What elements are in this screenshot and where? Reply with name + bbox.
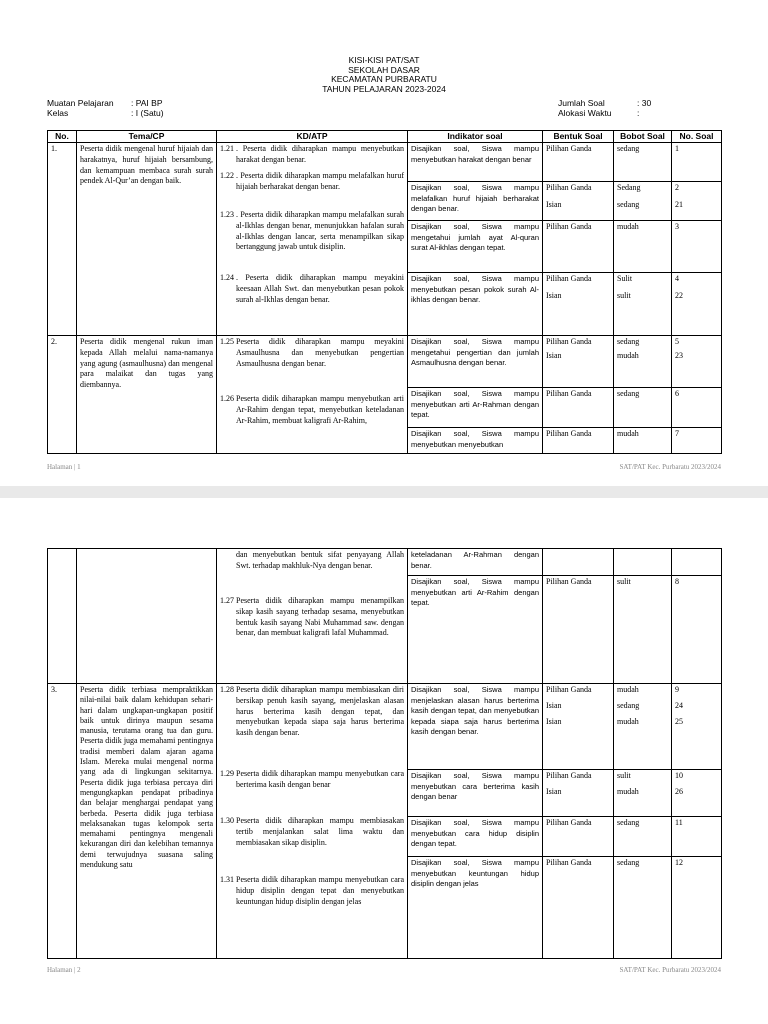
indikator-cell: Disajikan soal, Siswa mampu menyebutkan menyebutkan xyxy=(408,428,543,454)
nosoal-cell xyxy=(672,336,722,388)
kd-text: Peserta didik diharapkan mampu menyebutkan cara hidup disiplin dengan tepat dan menyebutkan keuntungan hidup disiplin dengan jelas xyxy=(236,875,404,906)
class-value: : I (Satu) xyxy=(131,108,164,118)
bobot-cell xyxy=(614,182,672,221)
bobot-cell xyxy=(614,857,672,959)
bobot-value: sedang xyxy=(617,389,640,398)
table-row xyxy=(48,336,722,388)
bentuk-cell xyxy=(543,817,614,857)
bobot-value: mudah xyxy=(617,685,639,694)
table-header-row xyxy=(48,131,722,143)
bobot-cell xyxy=(614,336,672,388)
nosoal-cell xyxy=(672,273,722,336)
kd-text: dan menyebutkan bentuk sifat penyayang Allah Swt. terhadap makhluk-Nya dengan benar. xyxy=(236,550,404,570)
nosoal-value: 10 xyxy=(675,771,683,780)
bobot-value: mudah xyxy=(617,716,639,726)
heading-line: TAHUN PELAJARAN 2023-2024 xyxy=(322,83,446,94)
kd-number: 1.22 xyxy=(220,171,234,180)
indikator-cell: Disajikan soal, Siswa mampu menyebutkan pesan pokok surah Al-ikhlas dengan benar. xyxy=(408,273,543,336)
nosoal-value: 22 xyxy=(675,290,683,300)
indikator-cell: Disajikan soal, Siswa mampu melafalkan huruf hijaiah berharakat dengan benar. xyxy=(408,182,543,221)
bentuk-value: Pilihan Ganda xyxy=(546,577,592,586)
tema-cell: Peserta didik terbiasa mempraktikkan nilai-nilai baik dalam kehidupan sehari-hari dalam ungkapan-ungkapan positif baik untuk dirinya maupun sesama manusia, terutama orang tua dan guru. Peserta didik juga memahami pentingnya tradisi memberi dalam ajaran agama Islam. Mereka mulai mengenal norma yang ada di lingkungan sekitarnya. Peserta didik juga terbiasa percaya diri mengungkapkan pendapat pribadinya dan belajar menghargai pendapat yang berbeda. Peserta didik juga terbiasa melaksanakan tugas kelompok serta memahami pentingnya mengenali kekurangan diri dan kelebihan temannya demi terwujudnya suasana saling mendukung satu xyxy=(77,684,217,959)
kd-number: 1.21 xyxy=(220,144,234,153)
nosoal-value: 1 xyxy=(675,144,679,153)
bentuk-value: Pilihan Ganda xyxy=(546,337,592,346)
nosoal-value: 8 xyxy=(675,577,679,586)
kd-number: 1.24 xyxy=(220,273,234,282)
indikator-cell: Disajikan soal, Siswa mampu menyebutkan harakat dengan benar xyxy=(408,143,543,182)
col-header-nosoal: No. Soal xyxy=(672,131,722,143)
indikator-cell: Disajikan soal, Siswa mampu menjelaskan alasan harus berterima kasih dengan tepat, dan menyebutkan kepada siapa saja harus berterima kasih dengan benar. xyxy=(408,684,543,770)
kd-text: . Peserta didik diharapkan mampu melafalkan surah al-Ikhlas dengan benar, menunjukkan hafalan surah al-Ikhlas dengan lancar, serta menampilkan sikap bertanggung jawab untuk disiplin. xyxy=(236,210,404,252)
bobot-value: sedang xyxy=(617,818,640,827)
meta-right xyxy=(558,98,651,118)
kd-number: 1.26 xyxy=(220,394,234,403)
bentuk-value: Pilihan Ganda xyxy=(546,274,592,283)
bobot-value: sulit xyxy=(617,577,631,586)
bentuk-cell xyxy=(543,273,614,336)
indikator-cell: Disajikan soal, Siswa mampu menyebutkan cara berterima kasih dengan benar xyxy=(408,770,543,817)
indikator-cell: keteladanan Ar-Rahman dengan benar. xyxy=(408,549,543,576)
bobot-cell xyxy=(614,817,672,857)
bentuk-value: Isian xyxy=(546,700,562,710)
kd-number: 1.29 xyxy=(220,769,234,778)
table-row xyxy=(48,684,722,770)
bentuk-cell xyxy=(543,143,614,182)
bentuk-value: Pilihan Ganda xyxy=(546,685,592,694)
bentuk-cell xyxy=(543,576,614,684)
table-row xyxy=(48,549,722,576)
nosoal-cell xyxy=(672,684,722,770)
nosoal-value: 25 xyxy=(675,716,683,726)
subject-value: : PAI BP xyxy=(131,98,163,108)
bentuk-cell xyxy=(543,770,614,817)
nosoal-value: 12 xyxy=(675,858,683,867)
kd-cell xyxy=(217,549,408,684)
bobot-value: sulit xyxy=(617,771,631,780)
nosoal-cell xyxy=(672,576,722,684)
bobot-value: sulit xyxy=(617,290,631,300)
bentuk-value: Pilihan Ganda xyxy=(546,222,592,231)
kd-number: 1.27 xyxy=(220,596,234,605)
bentuk-value: Pilihan Ganda xyxy=(546,183,592,192)
bobot-value: mudah xyxy=(617,429,639,438)
question-count-value: : 30 xyxy=(637,98,652,108)
heading-line: KECAMATAN PURBARATU xyxy=(331,74,437,84)
kd-text: Peserta didik diharapkan mampu membiasakan diri bersikap penuh kasih sayang, menjelaskan alasan harus berterima kasih dengan tepat, dan menyebutkan kepada siapa saja harus berterima kasih dengan benar. xyxy=(236,685,404,738)
col-header-tema: Tema/CP xyxy=(77,131,217,143)
bobot-cell xyxy=(614,221,672,273)
bobot-value: sedang xyxy=(617,144,640,153)
kd-number: 1.30 xyxy=(220,816,234,825)
nosoal-value: 23 xyxy=(675,350,683,360)
nosoal-value: 6 xyxy=(675,389,679,398)
kd-text: . Peserta didik diharapkan mampu melafalkan huruf hijaiah berharakat dengan benar. xyxy=(236,171,404,191)
bobot-value: Sulit xyxy=(617,274,633,283)
nosoal-cell xyxy=(672,857,722,959)
row-number: 3. xyxy=(48,684,77,959)
bobot-value: Sedang xyxy=(617,183,641,192)
nosoal-value: 26 xyxy=(675,786,683,796)
page-footer-right: SAT/PAT Kec. Purbaratu 2023/2024 xyxy=(619,463,721,471)
bobot-value: sedang xyxy=(617,337,640,346)
bentuk-cell xyxy=(543,428,614,454)
bentuk-cell xyxy=(543,549,614,576)
kd-text: Peserta didik diharapkan mampu membiasakan tertib menjalankan salat lima waktu dan membiasakan sikap disiplin. xyxy=(236,816,404,847)
bentuk-value: Isian xyxy=(546,716,562,726)
col-header-kd: KD/ATP xyxy=(217,131,408,143)
nosoal-cell xyxy=(672,143,722,182)
kd-cell xyxy=(217,336,408,454)
meta-left xyxy=(47,98,164,118)
kd-number: 1.31 xyxy=(220,875,234,884)
bobot-cell xyxy=(614,576,672,684)
nosoal-value: 2 xyxy=(675,183,679,192)
nosoal-value: 3 xyxy=(675,222,679,231)
kd-cell xyxy=(217,143,408,336)
col-header-indikator: Indikator soal xyxy=(408,131,543,143)
nosoal-cell xyxy=(672,549,722,576)
bobot-cell xyxy=(614,770,672,817)
bentuk-cell xyxy=(543,684,614,770)
kd-number: 1.23 xyxy=(220,210,234,219)
bentuk-value: Pilihan Ganda xyxy=(546,771,592,780)
bentuk-value: Pilihan Ganda xyxy=(546,144,592,153)
nosoal-value: 7 xyxy=(675,429,679,438)
kd-cell xyxy=(217,684,408,959)
bentuk-value: Pilihan Ganda xyxy=(546,389,592,398)
bentuk-value: Isian xyxy=(546,290,562,300)
nosoal-value: 9 xyxy=(675,685,679,694)
time-allocation-label: Alokasi Waktu xyxy=(558,108,612,118)
bobot-value: sedang xyxy=(617,858,640,867)
class-label: Kelas xyxy=(47,108,69,118)
kd-text: . Peserta didik diharapkan mampu menyebutkan harakat dengan benar. xyxy=(236,144,404,164)
kd-text: . Peserta didik diharapkan mampu meyakini keesaan Allah Swt. dan menyebutkan pesan pokok surah al-Ikhlas dengan benar. xyxy=(236,273,404,304)
nosoal-cell xyxy=(672,428,722,454)
bentuk-value: Pilihan Ganda xyxy=(546,858,592,867)
kd-number: 1.28 xyxy=(220,685,234,694)
heading-line: KISI-KISI PAT/SAT xyxy=(348,55,420,65)
bentuk-cell xyxy=(543,221,614,273)
table-row xyxy=(48,143,722,182)
bobot-cell xyxy=(614,143,672,182)
bentuk-value: Isian xyxy=(546,786,562,796)
nosoal-value: 5 xyxy=(675,337,679,346)
indikator-cell: Disajikan soal, Siswa mampu menyebutkan arti Ar-Rahim dengan tepat. xyxy=(408,576,543,684)
bentuk-cell xyxy=(543,857,614,959)
bobot-cell xyxy=(614,273,672,336)
nosoal-cell xyxy=(672,817,722,857)
page-footer-right: SAT/PAT Kec. Purbaratu 2023/2024 xyxy=(619,966,721,974)
bentuk-value: Isian xyxy=(546,350,562,360)
tema-cell: Peserta didik mengenal rukun iman kepada Allah melalui nama-namanya yang agung (asmaulhusna) dan mengenal para malaikat dan tugas yang diembannya. xyxy=(77,336,217,454)
nosoal-value: 11 xyxy=(675,818,683,827)
indikator-cell: Disajikan soal, Siswa mampu menyebutkan keuntungan hidup disiplin dengan jelas xyxy=(408,857,543,959)
kisi-kisi-table-continued xyxy=(47,548,722,959)
bobot-cell xyxy=(614,549,672,576)
kd-text: Peserta didik diharapkan mampu menampilkan sikap kasih sayang terhadap sesama, menyebutkan bentuk kasih sayang Nabi Muhammad saw. dengan benar, dan membuat kaligrafi lafal Muhammad. xyxy=(236,596,404,638)
subject-label: Muatan Pelajaran xyxy=(47,98,114,108)
row-number xyxy=(48,549,77,684)
indikator-cell: Disajikan soal, Siswa mampu mengetahui jumlah ayat Al-quran surat Al-ikhlas dengan tepat. xyxy=(408,221,543,273)
document-page-2 xyxy=(0,498,768,1024)
kd-number: 1.25 xyxy=(220,337,234,346)
heading-line: SEKOLAH DASAR xyxy=(348,64,420,75)
bentuk-cell xyxy=(543,182,614,221)
nosoal-value: 4 xyxy=(675,274,679,283)
bobot-value: mudah xyxy=(617,786,639,796)
bobot-cell xyxy=(614,684,672,770)
document-page-1 xyxy=(0,0,768,486)
nosoal-cell xyxy=(672,221,722,273)
bobot-value: mudah xyxy=(617,350,639,360)
nosoal-value: 21 xyxy=(675,199,683,209)
indikator-cell: Disajikan soal, Siswa mampu menyebutkan cara hidup disiplin dengan tepat. xyxy=(408,817,543,857)
nosoal-cell xyxy=(672,770,722,817)
nosoal-value: 24 xyxy=(675,700,683,710)
page-footer-left: Halaman | 2 xyxy=(47,966,81,974)
bobot-value: mudah xyxy=(617,222,639,231)
bentuk-value: Pilihan Ganda xyxy=(546,818,592,827)
kd-text: Peserta didik diharapkan mampu menyebutkan arti Ar-Rahim dengan tepat, menyebutkan keteladanan Ar-Rahim, membuat kaligrafi Ar-Rahim, xyxy=(236,394,404,425)
row-number: 1. xyxy=(48,143,77,336)
bobot-cell xyxy=(614,388,672,428)
bentuk-cell xyxy=(543,388,614,428)
page-footer-left: Halaman | 1 xyxy=(47,463,81,471)
document-heading xyxy=(0,56,768,94)
kisi-kisi-table xyxy=(47,130,722,454)
nosoal-cell xyxy=(672,388,722,428)
col-header-bentuk: Bentuk Soal xyxy=(543,131,614,143)
tema-cell: Peserta didik mengenal huruf hijaiah dan harakatnya, huruf hijaiah bersambung, dan kemampuan membaca surah surah pendek Al-Qur’an dengan baik. xyxy=(77,143,217,336)
bentuk-value: Isian xyxy=(546,199,562,209)
bentuk-cell xyxy=(543,336,614,388)
indikator-cell: Disajikan soal, Siswa mampu menyebutkan arti Ar-Rahman dengan tepat. xyxy=(408,388,543,428)
indikator-cell: Disajikan soal, Siswa mampu mengetahui pengertian dan jumlah Asmaulhusna dengan benar. xyxy=(408,336,543,388)
time-allocation-value: : xyxy=(637,108,640,118)
bobot-value: sedang xyxy=(617,199,640,209)
kd-text: Peserta didik diharapkan mampu menyebutkan cara berterima kasih dengan benar xyxy=(236,769,404,789)
bobot-cell xyxy=(614,428,672,454)
kd-text: Peserta didik diharapkan mampu meyakini Asmaulhusna dan menyebutkan pengertian Asmaulhusna dengan benar. xyxy=(236,337,404,368)
question-count-label: Jumlah Soal xyxy=(558,98,605,108)
col-header-no: No. xyxy=(48,131,77,143)
row-number: 2. xyxy=(48,336,77,454)
tema-cell xyxy=(77,549,217,684)
col-header-bobot: Bobot Soal xyxy=(614,131,672,143)
bobot-value: sedang xyxy=(617,700,640,710)
nosoal-cell xyxy=(672,182,722,221)
bentuk-value: Pilihan Ganda xyxy=(546,429,592,438)
